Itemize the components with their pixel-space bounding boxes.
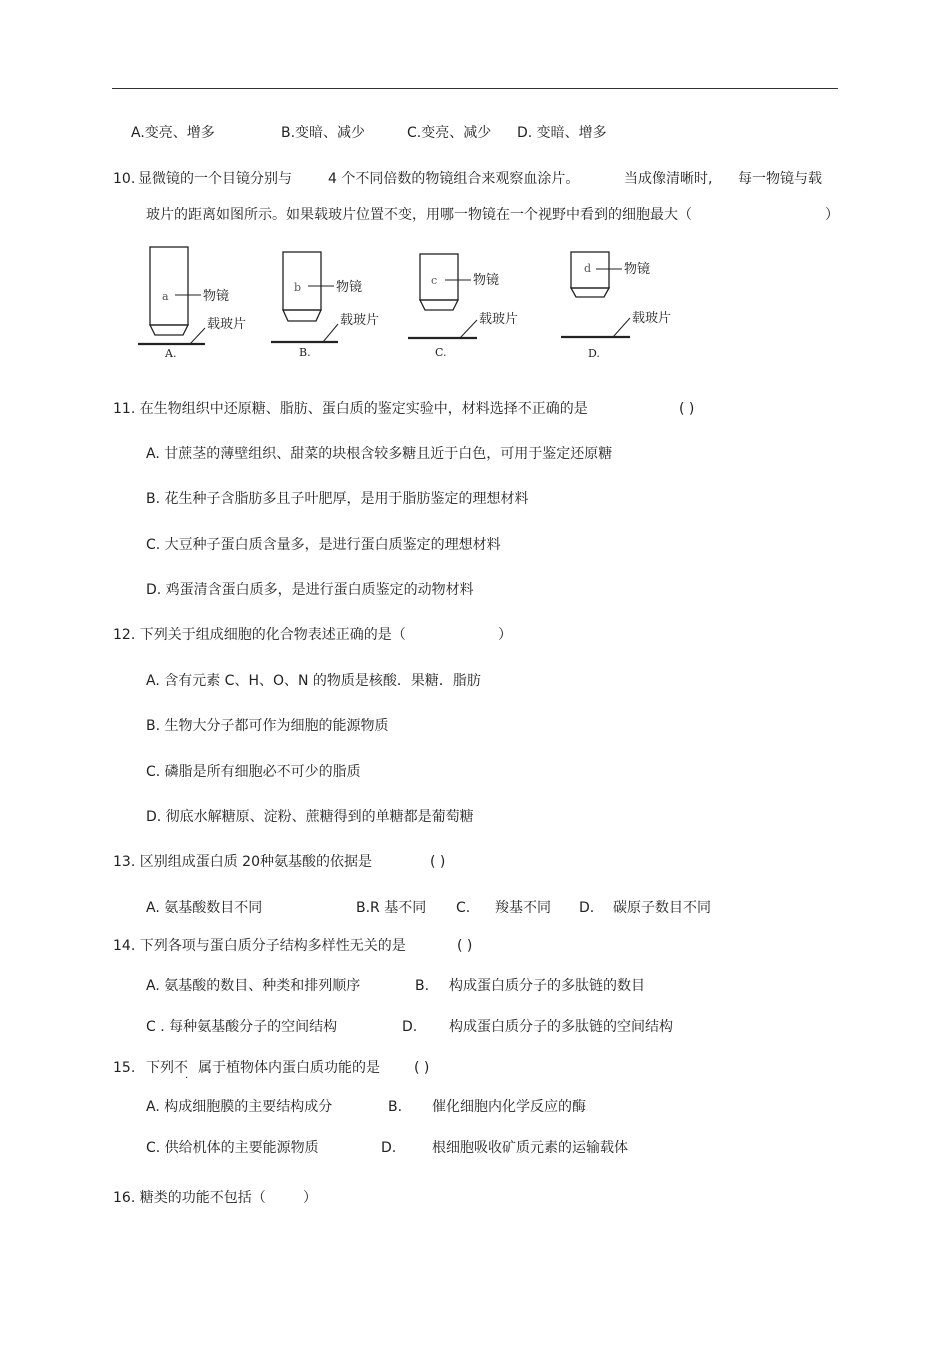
objective-figure-b (268, 242, 398, 362)
q16-paren-close: ） (303, 1190, 317, 1206)
q11-option-a: A. 甘蔗茎的薄壁组织、甜菜的块根含较多糖且近于白色，可用于鉴定还原糖 (146, 446, 613, 462)
emphasis-dot: · (185, 1073, 189, 1084)
figure-caption: A. (165, 347, 177, 360)
q10-stem-part1: 显微镜的一个目镜分别与 (138, 171, 292, 187)
q13-answer-paren: ( ) (430, 854, 446, 870)
slide-leader-line (323, 324, 338, 342)
q13-option-c-label: C. (456, 900, 471, 916)
objective-lens-shape (420, 300, 458, 310)
q13-stem: 13. 区别组成蛋白质 20种氨基酸的依据是 (113, 854, 372, 870)
q10-stem-part4: 每一物镜与载 (738, 171, 822, 187)
objective-label: 物镜 (336, 280, 363, 295)
header-rule (112, 88, 838, 89)
q12-stem: 12. 下列关于组成细胞的化合物表述正确的是（ (113, 627, 406, 643)
q14-option-b-text: 构成蛋白质分子的多肽链的数目 (449, 978, 645, 994)
q10-paren-close: ） (825, 207, 839, 223)
q14-stem: 14. 下列各项与蛋白质分子结构多样性无关的是 (113, 938, 406, 954)
objective-figure-c (405, 242, 535, 362)
q13-option-b: B.R 基不同 (356, 900, 427, 916)
figure-caption: D. (588, 347, 600, 360)
slide-label: 载玻片 (207, 317, 247, 332)
q15-option-d-text: 根细胞吸收矿质元素的运输载体 (432, 1140, 628, 1156)
objective-lens-shape (571, 288, 609, 297)
slide-leader-line (460, 320, 477, 338)
q14-option-c: C . 每种氨基酸分子的空间结构 (146, 1019, 338, 1035)
q16-stem: 16. 糖类的功能不包括（ (113, 1190, 266, 1206)
q15-option-b-text: 催化细胞内化学反应的酶 (432, 1099, 586, 1115)
objective-barrel-shape (283, 252, 321, 310)
slide-label: 载玻片 (340, 313, 380, 328)
q14-option-d-label: D. (402, 1019, 418, 1035)
q11-option-d: D. 鸡蛋清含蛋白质多，是进行蛋白质鉴定的动物材料 (146, 582, 474, 598)
q14-option-d-text: 构成蛋白质分子的多肽链的空间结构 (449, 1019, 673, 1035)
objective-label: 物镜 (473, 273, 500, 288)
q12-option-a: A. 含有元素 C、H、O、N 的物质是核酸．果糖．脂肪 (146, 673, 481, 689)
q13-option-d-text: 碳原子数目不同 (613, 900, 711, 916)
q14-answer-paren: ( ) (457, 938, 473, 954)
objective-letter: d (584, 262, 592, 275)
objective-label: 物镜 (203, 289, 230, 304)
q10-number: 10. (113, 171, 136, 187)
q14-option-b-label: B. (415, 978, 430, 994)
objective-figure-d (558, 242, 688, 362)
q14-option-a: A. 氨基酸的数目、种类和排列顺序 (146, 978, 361, 994)
objective-lens-shape (283, 310, 321, 321)
q15-stem-a: 下列不 (146, 1060, 188, 1076)
q9-option-a: A.变亮、增多 (131, 125, 215, 141)
objective-barrel-shape (420, 254, 458, 300)
q9-option-c: C.变亮、减少 (407, 125, 492, 141)
q11-stem: 11. 在生物组织中还原糖、脂肪、蛋白质的鉴定实验中，材料选择不正确的是 (113, 401, 588, 417)
objective-letter: a (162, 290, 169, 303)
q12-option-c: C. 磷脂是所有细胞必不可少的脂质 (146, 764, 361, 780)
objective-label: 物镜 (624, 262, 651, 277)
q12-option-b: B. 生物大分子都可作为细胞的能源物质 (146, 718, 389, 734)
q11-option-b: B. 花生种子含脂肪多且子叶肥厚，是用于脂肪鉴定的理想材料 (146, 491, 529, 507)
q15-option-d-label: D. (381, 1140, 397, 1156)
objective-lens-shape (150, 325, 188, 335)
slide-label: 载玻片 (479, 312, 519, 327)
slide-leader-line (613, 318, 630, 337)
slide-leader-line (190, 328, 205, 344)
q13-option-d-label: D. (579, 900, 595, 916)
objective-letter: b (294, 281, 302, 294)
q12-paren-close: ） (498, 627, 512, 643)
q10-stem-part3: 当成像清晰时, (624, 171, 713, 187)
q13-option-a: A. 氨基酸数目不同 (146, 900, 263, 916)
q15-answer-paren: ( ) (414, 1060, 430, 1076)
q15-stem-b: 属于植物体内蛋白质功能的是 (198, 1060, 380, 1076)
q12-option-d: D. 彻底水解糖原、淀粉、蔗糖得到的单糖都是葡萄糖 (146, 809, 474, 825)
objective-figure-a (135, 242, 265, 362)
q9-option-b: B.变暗、减少 (281, 125, 366, 141)
figure-caption: C. (435, 346, 447, 359)
q9-option-d: D. 变暗、增多 (517, 125, 607, 141)
objective-barrel-shape (150, 247, 188, 325)
q13-option-c-text: 羧基不同 (495, 900, 551, 916)
q10-stem-line2: 玻片的距离如图所示。如果载玻片位置不变，用哪一物镜在一个视野中看到的细胞最大（ (146, 207, 692, 223)
q11-option-c: C. 大豆种子蛋白质含量多，是进行蛋白质鉴定的理想材料 (146, 537, 501, 553)
q15-option-c: C. 供给机体的主要能源物质 (146, 1140, 319, 1156)
q15-option-b-label: B. (388, 1099, 403, 1115)
q15-option-a: A. 构成细胞膜的主要结构成分 (146, 1099, 333, 1115)
slide-label: 载玻片 (632, 311, 672, 326)
q10-stem-part2: 4 个不同倍数的物镜组合来观察血涂片。 (328, 171, 580, 187)
objective-letter: c (431, 274, 438, 287)
figure-caption: B. (299, 346, 311, 359)
q15-number: 15. (113, 1060, 136, 1076)
q11-answer-paren: ( ) (679, 401, 695, 417)
